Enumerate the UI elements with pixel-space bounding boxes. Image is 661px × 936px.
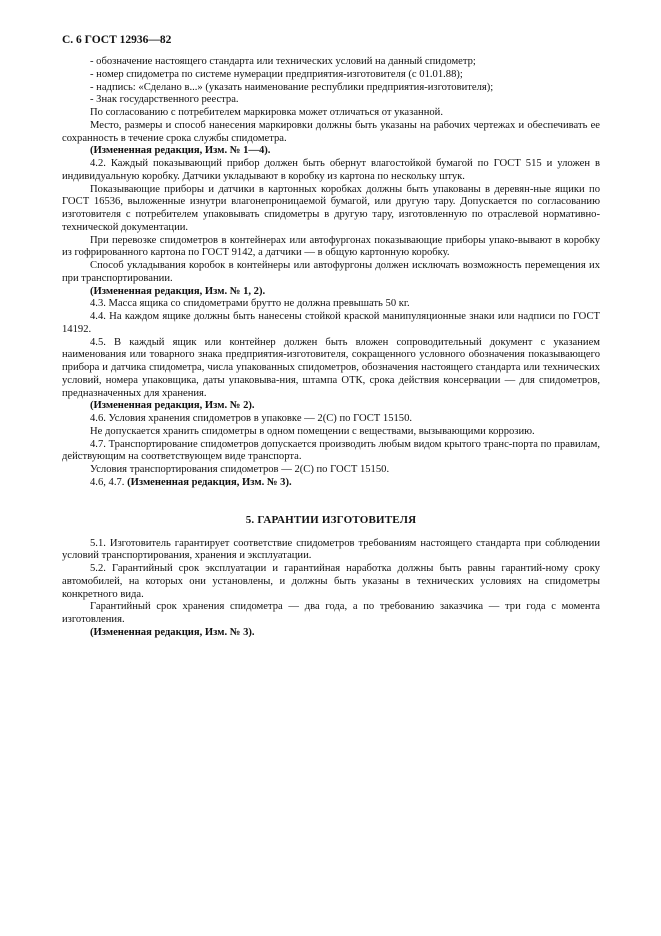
paragraph: Способ укладывания коробок в контейнеры или автофургоны должен исключать возможность перемещения их при транспортировании. — [62, 260, 600, 284]
paragraph-5-2: 5.2. Гарантийный срок эксплуатации и гарантийная наработка должны быть равны гарантий-ному сроку автомобилей, на которых они установлены, и должны быть указаны в технических условиях на спидометры конкретного вида. — [62, 563, 600, 600]
amendment-note — [62, 286, 600, 299]
amendment-text: (Измененная редакция, Изм. № 1, 2). — [90, 285, 266, 297]
paragraph-4-3: 4.3. Масса ящика со спидометрами брутто не должна превышать 50 кг. — [90, 298, 410, 310]
section-title: 5. ГАРАНТИИ ИЗГОТОВИТЕЛЯ — [245, 513, 417, 526]
paragraph-4-5: 4.5. В каждый ящик или контейнер должен быть вложен сопроводительный документ с указанием наименования или товарного знака предприятия-изготовителя, сокращенного условного обозначения показывающего прибора и датчика спидометра, числа упакованных спидометров, обозначения настоящего стандарта или технических условий, номера упаковщика, даты упаковыва-ния, штампа ОТК, срока действия консервации — для спидометров, предназначенных для хранения. — [62, 336, 600, 399]
list-item: - обозначение настоящего стандарта или технических условий на данный спидометр; — [90, 56, 476, 67]
amendment-text: (Измененная редакция, Изм. № 2). — [90, 400, 255, 412]
paragraph: При перевозке спидометров в контейнерах или автофургонах показывающие приборы упако-вывают в коробку из гофрированного картона по ГОСТ 9142, а датчики — в общую картонную коробку. — [62, 234, 600, 259]
amendment-note — [62, 477, 600, 490]
list-item: - надпись: «Сделано в...» (указать наименование республики предприятия-изготовителя); — [90, 81, 494, 93]
list-item: - номер спидометра по системе нумерации предприятия-изготовителя (с 01.01.88); — [90, 68, 463, 80]
paragraph: По согласованию с потребителем маркировка может отличаться от указанной. — [90, 107, 443, 118]
page-header: С. 6 ГОСТ 12936—82 — [62, 34, 172, 46]
paragraph: Показывающие приборы и датчики в картонных коробках должны быть упакованы в деревян-ные ящики по ГОСТ 16536, выложенные изнутри влагонепроницаемой бумагой, или другую тару. Допускается по согласованию изготовителя с потребителем упаковывать спидометры в другую тару, изготовленную по отраслевой нормативно-технической документации. — [62, 183, 600, 233]
amendment-text: (Измененная редакция, Изм. № 1—4). — [90, 145, 271, 157]
amendment-note — [62, 627, 600, 640]
paragraph: Не допускается хранить спидометры в одном помещении с веществами, вызывающими коррозию. — [90, 425, 535, 437]
paragraph-4-2: 4.2. Каждый показывающий прибор должен быть обернут влагостойкой бумагой по ГОСТ 515 и уложен в индивидуальную коробку. Датчики укладывают в коробку из картона по нескольку штук. — [62, 158, 600, 182]
paragraph-4-7: 4.7. Транспортирование спидометров допускается производить любым видом крытого транс-порта по правилам, действующим на соответствующем виде транспорта. — [62, 438, 600, 463]
paragraph-4-4: 4.4. На каждом ящике должны быть нанесены стойкой краской манипуляционные знаки или надписи по ГОСТ 14192. — [62, 311, 600, 335]
amendment-note — [62, 145, 600, 158]
amendment-text: (Измененная редакция, Изм. № 3). — [90, 626, 255, 638]
paragraph-4-6: 4.6. Условия хранения спидометров в упаковке — 2(С) по ГОСТ 15150. — [90, 413, 413, 424]
amendment-text: (Измененная редакция, Изм. № 3). — [127, 476, 292, 488]
paragraph: Место, размеры и способ нанесения маркировки должны быть указаны на рабочих чертежах и обеспечивать ее сохранность в течение срока службы спидометра. — [62, 119, 600, 144]
document-page — [62, 34, 600, 640]
amendment-note — [62, 400, 600, 413]
amendment-prefix: 4.6, 4.7. — [90, 476, 125, 488]
list-item: - Знак государственного реестра. — [90, 94, 239, 106]
paragraph: Гарантийный срок хранения спидометра — два года, а по требованию заказчика — три года с момента изготовления. — [62, 601, 600, 625]
paragraph: Условия транспортирования спидометров — 2(С) по ГОСТ 15150. — [90, 464, 390, 475]
paragraph-5-1: 5.1. Изготовитель гарантирует соответствие спидометров требованиям настоящего стандарта при соблюдении условий транспортирования, хранения и эксплуатации. — [62, 537, 600, 562]
